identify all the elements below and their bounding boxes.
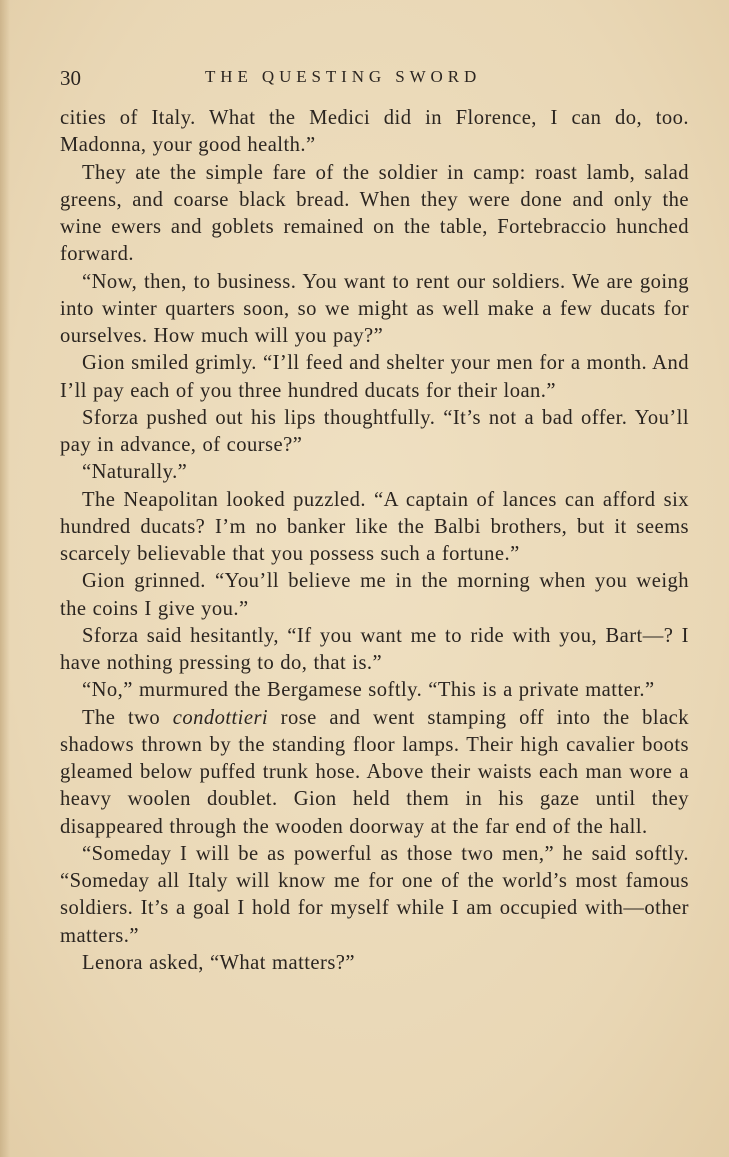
paragraph-text: rose and went stamping off into the black shadows thrown by the standing floor lamps. Their high cavalier boots gleamed below puffed trunk hose. Above their waists each man wore a heavy woolen doublet. Gion held them in his gaze until they disappeared through the wooden doorway at the far end of the hall.	[60, 706, 689, 838]
paragraph: “No,” murmured the Bergamese softly. “This is a private matter.”	[82, 679, 655, 702]
paragraph: Gion smiled grimly. “I’ll feed and shelter your men for a month. And I’ll pay each of you three hundred ducats for their loan.”	[60, 352, 689, 402]
paragraph: Sforza said hesitantly, “If you want me to ride with you, Bart—? I have nothing pressing to do, that is.”	[60, 624, 689, 674]
paragraph: “Now, then, to business. You want to rent our soldiers. We are going into winter quarters soon, so we might as well make a few ducats for ourselves. How much will you pay?”	[60, 270, 689, 347]
paragraph: cities of Italy. What the Medici did in Florence, I can do, too. Madonna, your good health.”	[60, 107, 689, 157]
paragraph	[60, 705, 689, 841]
paragraph: “Someday I will be as powerful as those two men,” he said softly. “Someday all Italy will know me for one of the world’s most famous soldiers. It’s a goal I hold for myself while I am occupied with—other matters.”	[60, 842, 689, 947]
paragraph: Lenora asked, “What matters?”	[82, 951, 355, 974]
paragraph-text: The two	[82, 706, 173, 729]
paragraph: Sforza pushed out his lips thoughtfully. “It’s not a bad offer. You’ll pay in advance, of course?”	[60, 406, 689, 456]
gutter-shadow	[0, 0, 10, 1157]
italic-term: condottieri	[172, 706, 269, 729]
paragraph: “Naturally.”	[82, 461, 188, 484]
paragraph: The Neapolitan looked puzzled. “A captain of lances can afford six hundred ducats? I’m no banker like the Balbi brothers, but it seems scarcely believable that you possess such a fortune.”	[60, 488, 689, 565]
body-text	[60, 105, 689, 977]
page-header	[60, 66, 690, 92]
running-title: THE QUESTING SWORD	[205, 67, 482, 86]
page-number: 30	[60, 66, 81, 90]
paragraph: Gion grinned. “You’ll believe me in the morning when you weigh the coins I give you.”	[60, 570, 689, 620]
paragraph: They ate the simple fare of the soldier in camp: roast lamb, salad greens, and coarse black bread. When they were done and only the wine ewers and goblets remained on the table, Fortebraccio hunched forward.	[60, 161, 689, 266]
